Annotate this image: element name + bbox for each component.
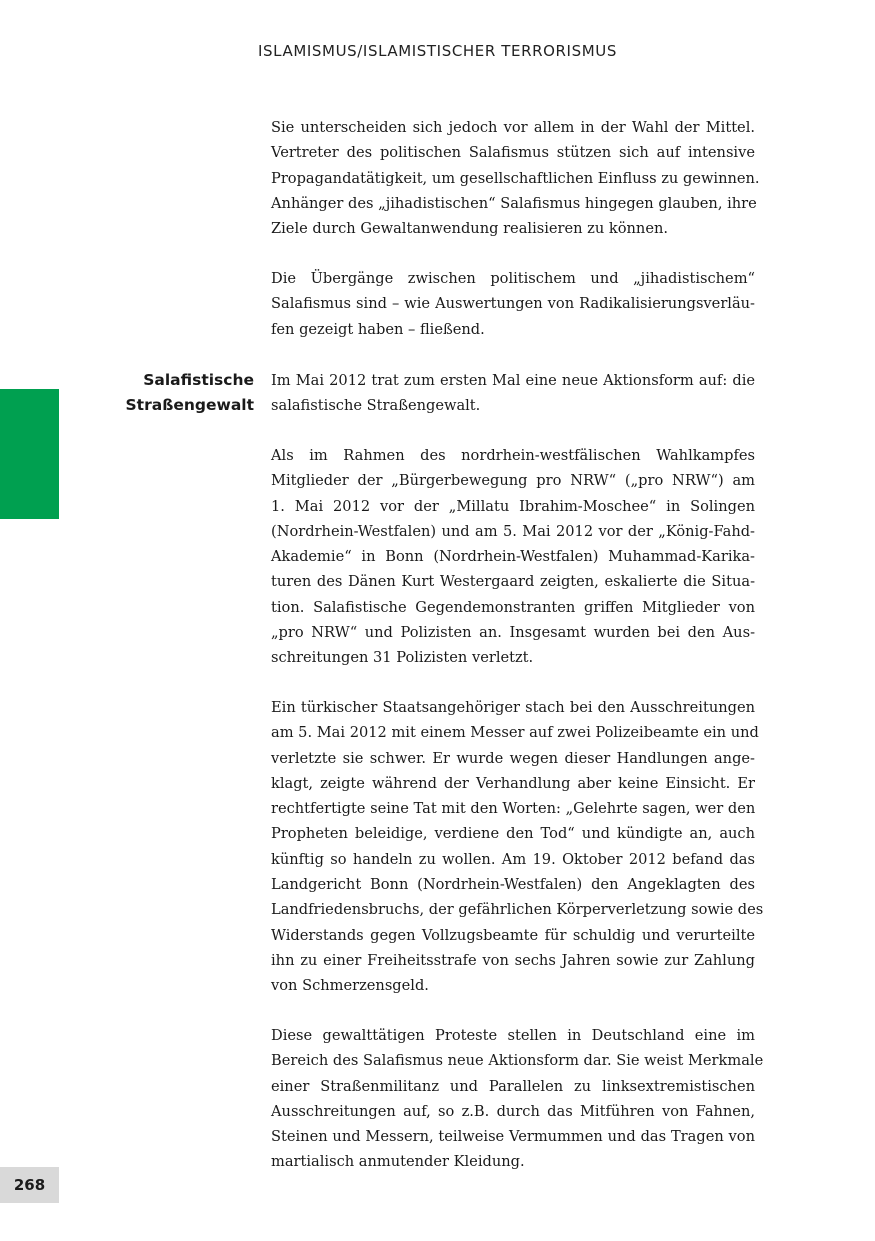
text-line: Akademie“ in Bonn (Nordrhein-Westfalen) Muhammad-Karika- bbox=[271, 548, 755, 566]
text-line: (Nordrhein-Westfalen) und am 5. Mai 2012 vor der „König-Fahd- bbox=[271, 522, 755, 540]
text-line: Vertreter des politischen Salafismus stützen sich auf intensive bbox=[271, 144, 755, 162]
text-line: verletzte sie schwer. Er wurde wegen dieser Handlungen ange- bbox=[271, 749, 755, 767]
text-line: salafistische Straßengewalt. bbox=[271, 397, 481, 415]
text-line: rechtfertigte seine Tat mit den Worten: „Gelehrte sagen, wer den bbox=[271, 800, 756, 818]
page-number: 268 bbox=[0, 1167, 59, 1203]
text-line: Als im Rahmen des nordrhein-westfälischen Wahlkampfes bbox=[271, 447, 755, 464]
text-line: Landgericht Bonn (Nordrhein-Westfalen) den Angeklagten des bbox=[271, 876, 755, 894]
text-line: „pro NRW“ und Polizisten an. Insgesamt wurden bei den Aus- bbox=[271, 624, 755, 642]
side-heading-line-2: Straßengewalt bbox=[125, 396, 254, 415]
text-line: schreitungen 31 Polizisten verletzt. bbox=[271, 649, 534, 667]
text-line: Steinen und Messern, teilweise Vermummen und das Tragen von bbox=[271, 1128, 755, 1146]
text-line: von Schmerzensgeld. bbox=[271, 977, 429, 995]
text-line: Bereich des Salafismus neue Aktionsform dar. Sie weist Merkmale bbox=[271, 1052, 764, 1070]
text-line: Die Übergänge zwischen politischem und „jihadistischem“ bbox=[271, 270, 755, 287]
text-line: 1. Mai 2012 vor der „Millatu Ibrahim-Moschee“ in Solingen bbox=[271, 497, 755, 515]
text-line: Diese gewalttätigen Proteste stellen in Deutschland eine im bbox=[271, 1027, 755, 1044]
paragraph-1 bbox=[271, 115, 760, 241]
paragraph-6 bbox=[271, 1023, 764, 1175]
paragraph-2 bbox=[271, 266, 755, 342]
text-line: Landfriedensbruchs, der gefährlichen Körperverletzung sowie des bbox=[271, 901, 764, 919]
text-line: turen des Dänen Kurt Westergaard zeigten, eskalierte die Situa- bbox=[271, 573, 755, 591]
text-line: ihn zu einer Freiheitsstrafe von sechs Jahren sowie zur Zahlung bbox=[271, 951, 755, 969]
text-line: Ziele durch Gewaltanwendung realisieren zu können. bbox=[271, 220, 669, 238]
text-line: Widerstands gegen Vollzugsbeamte für schuldig und verurteilte bbox=[271, 926, 755, 944]
text-line: Propagandatätigkeit, um gesellschaftlichen Einfluss zu gewinnen. bbox=[271, 169, 760, 187]
paragraph-5 bbox=[271, 695, 764, 999]
text-line: Propheten beleidige, verdiene den Tod“ und kündigte an, auch bbox=[271, 825, 755, 843]
text-line: einer Straßenmilitanz und Parallelen zu linksextremistischen bbox=[271, 1077, 755, 1095]
text-line: Anhänger des „jihadistischen“ Salafismus hingegen glauben, ihre bbox=[271, 194, 757, 212]
side-heading-line-1: Salafistische bbox=[143, 371, 254, 389]
text-line: klagt, zeigte während der Verhandlung aber keine Einsicht. Er bbox=[271, 774, 755, 792]
text-line: martialisch anmutender Kleidung. bbox=[271, 1153, 525, 1171]
paragraph-4 bbox=[271, 443, 755, 671]
text-line: Im Mai 2012 trat zum ersten Mal eine neue Aktionsform auf: die bbox=[271, 372, 755, 389]
text-line: Ein türkischer Staatsangehöriger stach bei den Ausschreitungen bbox=[271, 699, 755, 716]
paragraph-3 bbox=[271, 368, 755, 419]
text-line: Ausschreitungen auf, so z.B. durch das Mitführen von Fahnen, bbox=[271, 1102, 755, 1120]
text-line: tion. Salafistische Gegendemonstranten griffen Mitglieder von bbox=[271, 598, 755, 616]
text-line: künftig so handeln zu wollen. Am 19. Oktober 2012 befand das bbox=[271, 850, 755, 868]
text-line: am 5. Mai 2012 mit einem Messer auf zwei Polizeibeamte ein und bbox=[271, 724, 759, 742]
text-line: Sie unterscheiden sich jedoch vor allem in der Wahl der Mittel. bbox=[271, 119, 755, 136]
chapter-color-tab bbox=[0, 389, 59, 519]
text-line: Mitglieder der „Bürgerbewegung pro NRW“ („pro NRW“) am bbox=[271, 472, 755, 490]
text-line: fen gezeigt haben – fließend. bbox=[271, 320, 485, 338]
text-line: Salafismus sind – wie Auswertungen von Radikalisierungsverläu- bbox=[271, 295, 755, 313]
running-header: ISLAMISMUS/ISLAMISTISCHER TERRORISMUS bbox=[258, 42, 617, 60]
side-heading bbox=[60, 368, 254, 419]
